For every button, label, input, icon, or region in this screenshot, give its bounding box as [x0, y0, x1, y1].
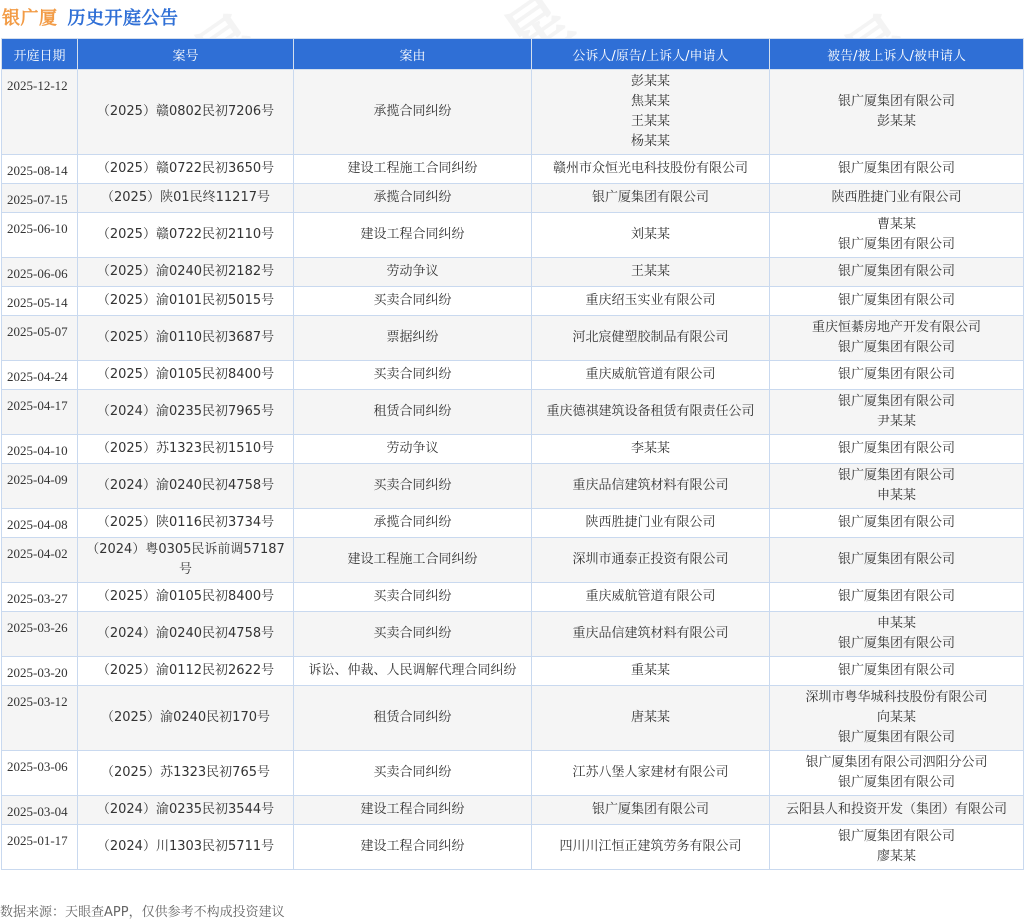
- cell-date: 2025-06-10: [2, 213, 78, 258]
- plaintiff-name: 李某某: [630, 441, 670, 456]
- cell-cause: 诉讼、仲裁、人民调解代理合同纠纷: [294, 657, 532, 686]
- table-row: [2, 184, 1024, 213]
- cell-date: 2025-04-02: [2, 538, 78, 583]
- table-row: [2, 538, 1024, 583]
- column-header-date: 开庭日期: [2, 39, 78, 70]
- cell-defendants: [770, 287, 1024, 316]
- plaintiff-name: 江苏八堡人家建材有限公司: [572, 765, 729, 780]
- cell-date: 2025-03-27: [2, 583, 78, 612]
- cell-date: 2025-03-20: [2, 657, 78, 686]
- cell-cause: 租赁合同纠纷: [294, 390, 532, 435]
- cell-plaintiffs: [532, 258, 770, 287]
- defendant-name: 尹某某: [876, 414, 916, 429]
- defendant-name: 银广厦集团有限公司: [837, 237, 955, 252]
- defendant-name: 申某某: [876, 488, 916, 503]
- cell-date: 2025-06-06: [2, 258, 78, 287]
- cell-case-number: （2024）渝0240民初4758号: [78, 612, 294, 657]
- cell-date: 2025-07-15: [2, 184, 78, 213]
- table-row: [2, 258, 1024, 287]
- defendant-name: 彭某某: [876, 114, 916, 129]
- cell-plaintiffs: [532, 583, 770, 612]
- table-row: [2, 751, 1024, 796]
- cell-defendants: [770, 686, 1024, 751]
- cell-plaintiffs: [532, 686, 770, 751]
- table-row: [2, 796, 1024, 825]
- page-title: 历史开庭公告: [67, 8, 179, 29]
- cell-defendants: [770, 390, 1024, 435]
- plaintiff-name: 银广厦集团有限公司: [591, 190, 709, 205]
- defendant-name: 深圳市粤华城科技股份有限公司: [805, 690, 988, 705]
- plaintiff-name: 深圳市通泰正投资有限公司: [572, 552, 729, 567]
- plaintiff-name: 河北宸健塑胶制品有限公司: [572, 330, 729, 345]
- defendant-name: 银广厦集团有限公司泗阳分公司: [805, 755, 988, 770]
- cell-case-number: （2025）渝0112民初2622号: [78, 657, 294, 686]
- cell-plaintiffs: [532, 751, 770, 796]
- cell-defendants: [770, 155, 1024, 184]
- page-header: [0, 0, 1024, 34]
- cell-defendants: [770, 796, 1024, 825]
- cell-cause: 买卖合同纠纷: [294, 287, 532, 316]
- table-row: [2, 657, 1024, 686]
- table-row: [2, 509, 1024, 538]
- table-row: [2, 583, 1024, 612]
- defendant-name: 银广厦集团有限公司: [837, 730, 955, 745]
- defendant-name: 银广厦集团有限公司: [837, 367, 955, 382]
- plaintiff-name: 王某某: [630, 264, 670, 279]
- table-row: [2, 213, 1024, 258]
- cell-defendants: [770, 612, 1024, 657]
- cell-case-number: （2024）粤0305民诉前调57187号: [78, 538, 294, 583]
- plaintiff-name: 重庆品信建筑材料有限公司: [572, 626, 729, 641]
- cell-case-number: （2025）陕0116民初3734号: [78, 509, 294, 538]
- cell-cause: 劳动争议: [294, 258, 532, 287]
- cell-cause: 买卖合同纠纷: [294, 583, 532, 612]
- plaintiff-name: 唐某某: [630, 710, 670, 725]
- table-row: [2, 825, 1024, 870]
- cell-cause: 建设工程施工合同纠纷: [294, 155, 532, 184]
- table-row: [2, 287, 1024, 316]
- cell-date: 2025-04-09: [2, 464, 78, 509]
- defendant-name: 银广厦集团有限公司: [837, 468, 955, 483]
- defendant-name: 银广厦集团有限公司: [837, 775, 955, 790]
- defendant-name: 银广厦集团有限公司: [837, 829, 955, 844]
- column-header-case-number: 案号: [78, 39, 294, 70]
- cell-plaintiffs: [532, 155, 770, 184]
- cell-defendants: [770, 213, 1024, 258]
- table-row: [2, 361, 1024, 390]
- table-row: [2, 464, 1024, 509]
- plaintiff-name: 陕西胜捷门业有限公司: [585, 515, 716, 530]
- cell-defendants: [770, 184, 1024, 213]
- defendant-name: 银广厦集团有限公司: [837, 264, 955, 279]
- defendant-name: 申某某: [876, 616, 916, 631]
- column-header-plaintiff: 公诉人/原告/上诉人/申请人: [532, 39, 770, 70]
- cell-case-number: （2025）渝0101民初5015号: [78, 287, 294, 316]
- table-row: [2, 316, 1024, 361]
- cell-cause: 承揽合同纠纷: [294, 509, 532, 538]
- plaintiff-name: 杨某某: [630, 134, 670, 149]
- cell-case-number: （2025）苏1323民初1510号: [78, 435, 294, 464]
- plaintiff-name: 重庆绍玉实业有限公司: [585, 293, 716, 308]
- cell-cause: 劳动争议: [294, 435, 532, 464]
- cell-date: 2025-05-07: [2, 316, 78, 361]
- plaintiff-name: 重某某: [630, 663, 670, 678]
- table-header-row: [2, 39, 1024, 70]
- cell-plaintiffs: [532, 612, 770, 657]
- cell-plaintiffs: [532, 184, 770, 213]
- cell-cause: 建设工程合同纠纷: [294, 825, 532, 870]
- cell-defendants: [770, 70, 1024, 155]
- cell-plaintiffs: [532, 361, 770, 390]
- cell-plaintiffs: [532, 509, 770, 538]
- cell-plaintiffs: [532, 213, 770, 258]
- cell-case-number: （2025）渝0105民初8400号: [78, 583, 294, 612]
- defendant-name: 银广厦集团有限公司: [837, 515, 955, 530]
- cell-case-number: （2024）渝0235民初3544号: [78, 796, 294, 825]
- cell-cause: 买卖合同纠纷: [294, 612, 532, 657]
- cell-case-number: （2025）渝0110民初3687号: [78, 316, 294, 361]
- cell-case-number: （2025）赣0722民初2110号: [78, 213, 294, 258]
- cell-date: 2025-12-12: [2, 70, 78, 155]
- cell-case-number: （2025）赣0722民初3650号: [78, 155, 294, 184]
- plaintiff-name: 焦某某: [630, 94, 670, 109]
- court-hearing-table: [1, 38, 1024, 870]
- cell-plaintiffs: [532, 825, 770, 870]
- table-row: [2, 686, 1024, 751]
- plaintiff-name: 重庆威航管道有限公司: [585, 367, 716, 382]
- table-row: [2, 390, 1024, 435]
- defendant-name: 陕西胜捷门业有限公司: [831, 190, 962, 205]
- cell-defendants: [770, 316, 1024, 361]
- defendant-name: 银广厦集团有限公司: [837, 636, 955, 651]
- table-row: [2, 155, 1024, 184]
- column-header-defendant: 被告/被上诉人/被申请人: [770, 39, 1024, 70]
- cell-date: 2025-05-14: [2, 287, 78, 316]
- plaintiff-name: 银广厦集团有限公司: [591, 802, 709, 817]
- defendant-name: 银广厦集团有限公司: [837, 394, 955, 409]
- cell-date: 2025-03-04: [2, 796, 78, 825]
- defendant-name: 廖某某: [876, 849, 916, 864]
- cell-defendants: [770, 583, 1024, 612]
- cell-plaintiffs: [532, 287, 770, 316]
- cell-defendants: [770, 464, 1024, 509]
- cell-defendants: [770, 361, 1024, 390]
- cell-case-number: （2024）川1303民初5711号: [78, 825, 294, 870]
- cell-case-number: （2025）陕01民终11217号: [78, 184, 294, 213]
- defendant-name: 银广厦集团有限公司: [837, 441, 955, 456]
- defendant-name: 曹某某: [876, 217, 916, 232]
- defendant-name: 银广厦集团有限公司: [837, 340, 955, 355]
- cell-defendants: [770, 825, 1024, 870]
- cell-case-number: （2025）渝0240民初2182号: [78, 258, 294, 287]
- cell-defendants: [770, 435, 1024, 464]
- cell-cause: 承揽合同纠纷: [294, 184, 532, 213]
- cell-plaintiffs: [532, 538, 770, 583]
- table-row: [2, 612, 1024, 657]
- cell-date: 2025-03-12: [2, 686, 78, 751]
- defendant-name: 银广厦集团有限公司: [837, 94, 955, 109]
- defendant-name: 银广厦集团有限公司: [837, 663, 955, 678]
- cell-plaintiffs: [532, 796, 770, 825]
- cell-plaintiffs: [532, 657, 770, 686]
- plaintiff-name: 王某某: [630, 114, 670, 129]
- defendant-name: 银广厦集团有限公司: [837, 161, 955, 176]
- cell-defendants: [770, 509, 1024, 538]
- cell-case-number: （2025）渝0240民初170号: [78, 686, 294, 751]
- cell-date: 2025-04-17: [2, 390, 78, 435]
- cell-plaintiffs: [532, 435, 770, 464]
- table-row: [2, 435, 1024, 464]
- cell-cause: 承揽合同纠纷: [294, 70, 532, 155]
- defendant-name: 银广厦集团有限公司: [837, 552, 955, 567]
- cell-plaintiffs: [532, 390, 770, 435]
- cell-date: 2025-08-14: [2, 155, 78, 184]
- cell-cause: 建设工程合同纠纷: [294, 796, 532, 825]
- defendant-name: 向某某: [876, 710, 916, 725]
- company-name: 银广厦: [2, 8, 58, 29]
- cell-date: 2025-04-08: [2, 509, 78, 538]
- cell-date: 2025-03-26: [2, 612, 78, 657]
- cell-date: 2025-04-10: [2, 435, 78, 464]
- cell-cause: 买卖合同纠纷: [294, 361, 532, 390]
- cell-cause: 建设工程施工合同纠纷: [294, 538, 532, 583]
- plaintiff-name: 重庆品信建筑材料有限公司: [572, 478, 729, 493]
- cell-plaintiffs: [532, 316, 770, 361]
- defendant-name: 重庆恒綦房地产开发有限公司: [811, 320, 981, 335]
- cell-date: 2025-01-17: [2, 825, 78, 870]
- plaintiff-name: 彭某某: [630, 74, 670, 89]
- cell-defendants: [770, 657, 1024, 686]
- cell-defendants: [770, 751, 1024, 796]
- cell-defendants: [770, 538, 1024, 583]
- cell-cause: 买卖合同纠纷: [294, 464, 532, 509]
- plaintiff-name: 重庆德祺建筑设备租赁有限责任公司: [546, 404, 755, 419]
- plaintiff-name: 赣州市众恒光电科技股份有限公司: [552, 161, 748, 176]
- cell-case-number: （2025）苏1323民初765号: [78, 751, 294, 796]
- cell-case-number: （2024）渝0235民初7965号: [78, 390, 294, 435]
- cell-case-number: （2024）渝0240民初4758号: [78, 464, 294, 509]
- cell-cause: 票据纠纷: [294, 316, 532, 361]
- cell-date: 2025-03-06: [2, 751, 78, 796]
- table-row: [2, 70, 1024, 155]
- cell-cause: 租赁合同纠纷: [294, 686, 532, 751]
- column-header-cause: 案由: [294, 39, 532, 70]
- cell-plaintiffs: [532, 464, 770, 509]
- cell-defendants: [770, 258, 1024, 287]
- plaintiff-name: 重庆威航管道有限公司: [585, 589, 716, 604]
- data-source-note: 数据来源：天眼查APP，仅供参考不构成投资建议: [0, 905, 285, 920]
- cell-case-number: （2025）渝0105民初8400号: [78, 361, 294, 390]
- defendant-name: 银广厦集团有限公司: [837, 293, 955, 308]
- plaintiff-name: 四川川江恒正建筑劳务有限公司: [559, 839, 742, 854]
- cell-case-number: （2025）赣0802民初7206号: [78, 70, 294, 155]
- plaintiff-name: 刘某某: [630, 227, 670, 242]
- cell-date: 2025-04-24: [2, 361, 78, 390]
- cell-plaintiffs: [532, 70, 770, 155]
- defendant-name: 银广厦集团有限公司: [837, 589, 955, 604]
- table-body: [2, 70, 1024, 870]
- cell-cause: 买卖合同纠纷: [294, 751, 532, 796]
- defendant-name: 云阳县人和投资开发（集团）有限公司: [785, 802, 1007, 817]
- cell-cause: 建设工程合同纠纷: [294, 213, 532, 258]
